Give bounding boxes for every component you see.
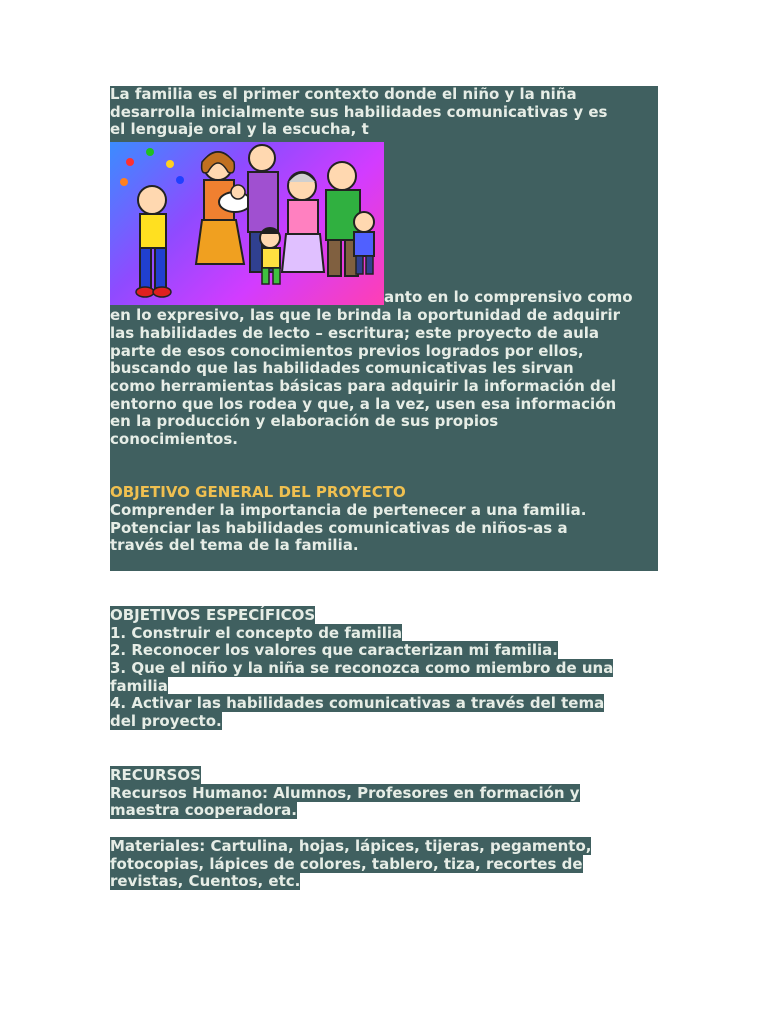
recursos-title: RECURSOS bbox=[110, 765, 201, 784]
objetivo-general-line: Comprender la importancia de pertenecer a una familia. bbox=[110, 500, 587, 519]
recursos-humanos-line: Recursos Humano: Alumnos, Profesores en formación y bbox=[110, 783, 580, 802]
recursos-humanos-line: maestra cooperadora. bbox=[110, 801, 297, 820]
list-item: del proyecto. bbox=[110, 712, 222, 731]
intro-line: el lenguaje oral y la escucha, t bbox=[110, 120, 369, 139]
intro-line: en la producción y elaboración de sus propios bbox=[110, 412, 499, 431]
intro-line: La familia es el primer contexto donde el niño y la niña bbox=[110, 85, 577, 103]
intro-line: desarrolla inicialmente sus habilidades comunicativas y es bbox=[110, 102, 608, 121]
intro-line: las habilidades de lecto – escritura; este proyecto de aula bbox=[110, 323, 600, 342]
family-cartoon-icon bbox=[110, 142, 384, 305]
materiales-section bbox=[110, 838, 658, 891]
intro-line: anto en lo comprensivo como bbox=[384, 288, 633, 307]
materiales-line: fotocopias, lápices de colores, tablero, tiza, recortes de bbox=[110, 854, 583, 873]
objetivos-especificos-section bbox=[110, 607, 658, 731]
list-item: 1. Construir el concepto de familia bbox=[110, 623, 403, 642]
intro-line: como herramientas básicas para adquirir la información del bbox=[110, 376, 617, 395]
family-cartoon-illustration bbox=[110, 142, 384, 305]
recursos-section bbox=[110, 767, 658, 820]
intro-line: buscando que las habilidades comunicativas les sirvan bbox=[110, 359, 574, 378]
document-page bbox=[110, 86, 658, 891]
materiales-line: revistas, Cuentos, etc. bbox=[110, 872, 301, 891]
list-item: familia bbox=[110, 676, 168, 695]
objetivos-especificos-title: OBJETIVOS ESPECÍFICOS bbox=[110, 605, 316, 624]
spacer bbox=[110, 466, 658, 484]
objetivo-general-line: Potenciar las habilidades comunicativas de niños-as a bbox=[110, 518, 568, 537]
objetivo-general-line: través del tema de la familia. bbox=[110, 536, 359, 555]
spacer bbox=[110, 449, 658, 467]
objetivo-general-title: OBJETIVO GENERAL DEL PROYECTO bbox=[110, 483, 406, 502]
illustration-row bbox=[110, 139, 658, 307]
intro-line: entorno que los rodea y que, a la vez, usen esa información bbox=[110, 394, 617, 413]
intro-panel bbox=[110, 86, 658, 571]
list-item: 3. Que el niño y la niña se reconozca como miembro de una bbox=[110, 659, 614, 678]
intro-line: en lo expresivo, las que le brinda la oportunidad de adquirir bbox=[110, 306, 620, 325]
materiales-line: Materiales: Cartulina, hojas, lápices, tijeras, pegamento, bbox=[110, 836, 592, 855]
intro-line: parte de esos conocimientos previos logrados por ellos, bbox=[110, 341, 584, 360]
list-item: 4. Activar las habilidades comunicativas a través del tema bbox=[110, 694, 605, 713]
intro-line: conocimientos. bbox=[110, 430, 238, 449]
list-item: 2. Reconocer los valores que caracterizan mi familia. bbox=[110, 641, 559, 660]
